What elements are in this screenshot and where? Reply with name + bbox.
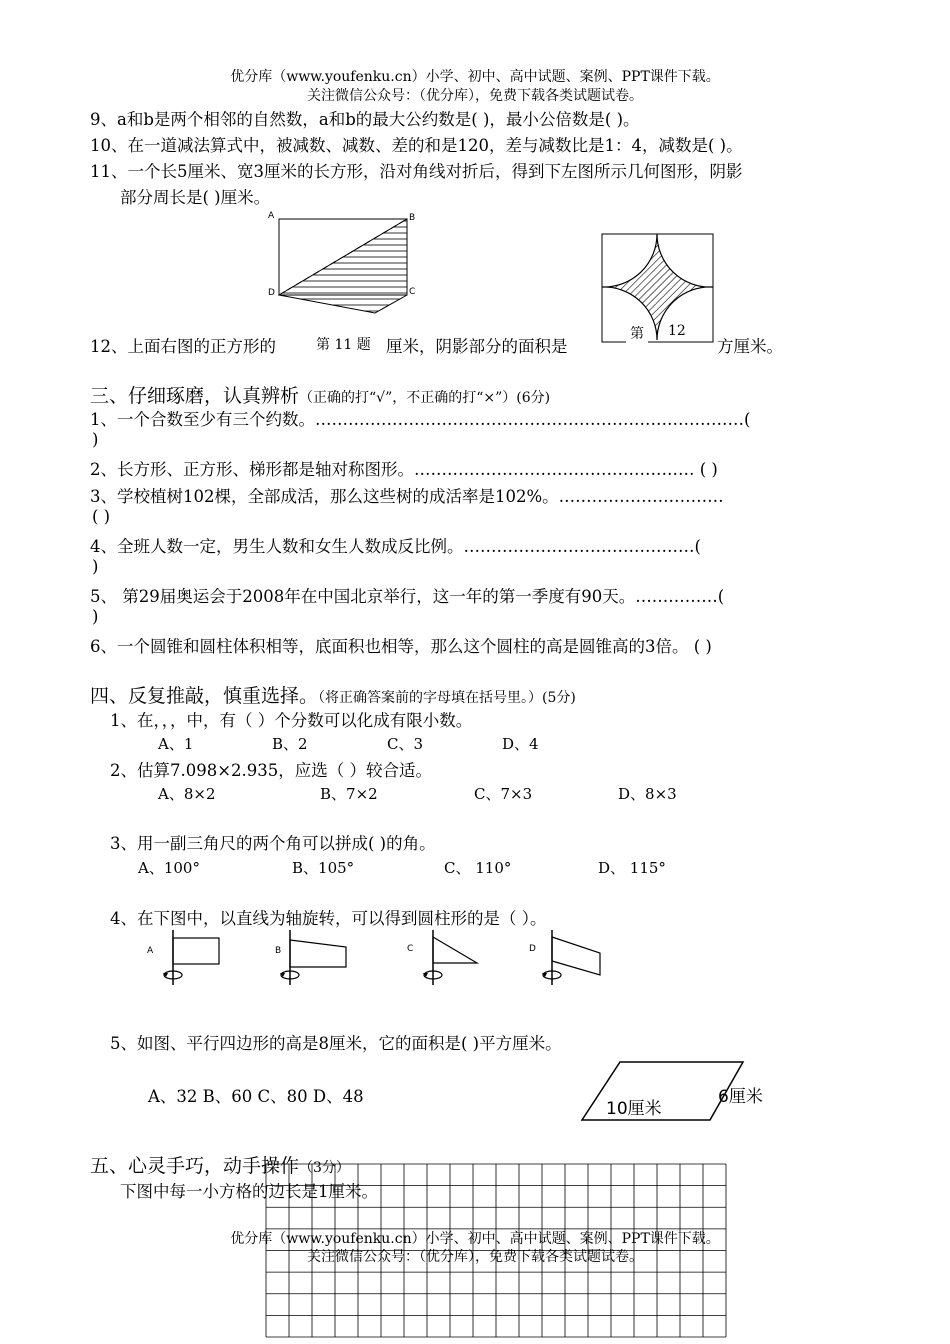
footer-line-1: 优分库（www.youfenku.cn）小学、初中、高中试题、案例、PPT课件下载。 bbox=[230, 1231, 720, 1247]
q4-figure-c bbox=[403, 925, 503, 990]
header-line-1: 优分库（www.youfenku.cn）小学、初中、高中试题、案例、PPT课件下载。 bbox=[230, 69, 720, 85]
section-3-item-3: 3、学校植树102棵，全部成活，那么这些树的成活率是102%。………………………… bbox=[90, 487, 724, 506]
q3-option-c: C、 110° bbox=[444, 859, 512, 877]
q3-option-d: D、 115° bbox=[598, 859, 666, 877]
q4-figure-a bbox=[140, 925, 240, 990]
figure-11-label-c: C bbox=[409, 287, 416, 297]
section-4-question-1: 1、在，，，中，有（ ）个分数可以化成有限小数。 bbox=[110, 711, 473, 730]
section-5-description: 下图中每一小方格的边长是1厘米。 bbox=[120, 1182, 378, 1201]
q1-option-b: B、2 bbox=[272, 735, 308, 753]
section-3-item-4-tail: ) bbox=[92, 557, 99, 576]
q2-option-c: C、7×3 bbox=[474, 785, 533, 803]
question-12-part-a: 12、上面右图的正方形的 bbox=[90, 337, 276, 356]
q2-option-a: A、8×2 bbox=[158, 785, 216, 803]
q4-figure-a-label: A bbox=[147, 946, 154, 956]
figure-11-label-a: A bbox=[268, 211, 275, 221]
question-12-part-b: 厘米，阴影部分的面积是 bbox=[386, 337, 568, 356]
q4-figure-b-label: B bbox=[275, 946, 282, 956]
section-3-note: （正确的打“√”，不正确的打“×”）(6分) bbox=[299, 390, 551, 406]
section-3-item-1-tail: ) bbox=[92, 430, 99, 449]
section-4-question-3: 3、用一副三角尺的两个角可以拼成( )的角。 bbox=[110, 834, 436, 853]
question-9: 9、a和b是两个相邻的自然数，a和b的最大公约数是( )，最小公倍数是( )。 bbox=[90, 110, 640, 129]
section-3-item-4: 4、全班人数一定，男生人数和女生人数成反比例。……………………………………( bbox=[90, 537, 701, 556]
figure-12-caption-a: 第 bbox=[626, 322, 648, 344]
section-3-item-2: 2、长方形、正方形、梯形都是轴对称图形。…………………………………………… ( ) bbox=[90, 460, 718, 479]
footer-line-2: 关注微信公众号：（优分库），免费下载各类试题试卷。 bbox=[307, 1249, 643, 1265]
section-4-question-2: 2、估算7.098×2.935，应选（ ）较合适。 bbox=[110, 761, 433, 780]
q5-base-label: 10厘米 bbox=[606, 1099, 662, 1119]
q5-side-label: 6厘米 bbox=[718, 1087, 763, 1107]
q3-option-b: B、105° bbox=[292, 859, 355, 877]
figure-12-square-arcs bbox=[600, 232, 716, 344]
q1-option-a: A、1 bbox=[158, 735, 194, 753]
section-4-question-4: 4、在下图中，以直线为轴旋转，可以得到圆柱形的是（ ）。 bbox=[110, 909, 547, 928]
section-5-note: （3分） bbox=[299, 1160, 350, 1176]
header-line-2: 关注微信公众号：（优分库），免费下载各类试题试卷。 bbox=[307, 88, 643, 104]
section-3-item-5-tail: ) bbox=[92, 607, 99, 626]
q4-figure-b bbox=[268, 925, 368, 990]
q2-option-b: B、7×2 bbox=[320, 785, 378, 803]
figure-11-label-b: B bbox=[409, 213, 416, 223]
section-4-note: （将正确答案前的字母填在括号里。）(5分) bbox=[318, 690, 576, 706]
section-3-item-3-tail: ( ) bbox=[92, 507, 111, 526]
question-11-line-2: 部分周长是( )厘米。 bbox=[120, 188, 271, 207]
q4-figure-d bbox=[525, 925, 625, 990]
question-12-part-c: 方厘米。 bbox=[717, 337, 783, 356]
figure-11-caption: 第 11 题 bbox=[308, 332, 379, 356]
q5-options: A、32 B、60 C、80 D、48 bbox=[148, 1087, 364, 1106]
q1-option-c: C、3 bbox=[387, 735, 424, 753]
q4-figure-c-label: C bbox=[407, 944, 414, 954]
q5-parallelogram-figure bbox=[580, 1060, 780, 1125]
q2-option-d: D、8×3 bbox=[618, 785, 677, 803]
figure-11-folded-rectangle bbox=[262, 206, 422, 331]
q3-option-a: A、100° bbox=[138, 859, 200, 877]
section-4-question-5: 5、如图、平行四边形的高是8厘米，它的面积是( )平方厘米。 bbox=[110, 1034, 562, 1053]
question-11-line-1: 11、一个长5厘米、宽3厘米的长方形，沿对角线对折后，得到下左图所示几何图形，阴影 bbox=[90, 162, 743, 181]
section-3-item-6: 6、一个圆锥和圆柱体积相等，底面积也相等，那么这个圆柱的高是圆锥高的3倍。 ( ) bbox=[90, 637, 712, 656]
figure-11-label-d: D bbox=[268, 288, 275, 298]
q1-option-d: D、4 bbox=[502, 735, 539, 753]
section-3-item-1: 1、一个合数至少有三个约数。……………………………………………………………………( bbox=[90, 410, 751, 429]
q4-figure-d-label: D bbox=[529, 944, 536, 954]
section-4-title: 四、反复推敲，慎重选择。 bbox=[90, 685, 319, 707]
section-3-title: 三、仔细琢磨，认真辨析 bbox=[90, 385, 300, 407]
section-3-item-5: 5、 第29届奥运会于2008年在中国北京举行，这一年的第一季度有90天。……………( bbox=[90, 587, 725, 606]
question-10: 10、在一道减法算式中，被减数、减数、差的和是120，差与减数比是1：4，减数是( )。 bbox=[90, 136, 743, 155]
figure-12-caption-b: 12 bbox=[664, 322, 690, 340]
section-5-title: 五、心灵手巧，动手操作 bbox=[90, 1155, 300, 1177]
